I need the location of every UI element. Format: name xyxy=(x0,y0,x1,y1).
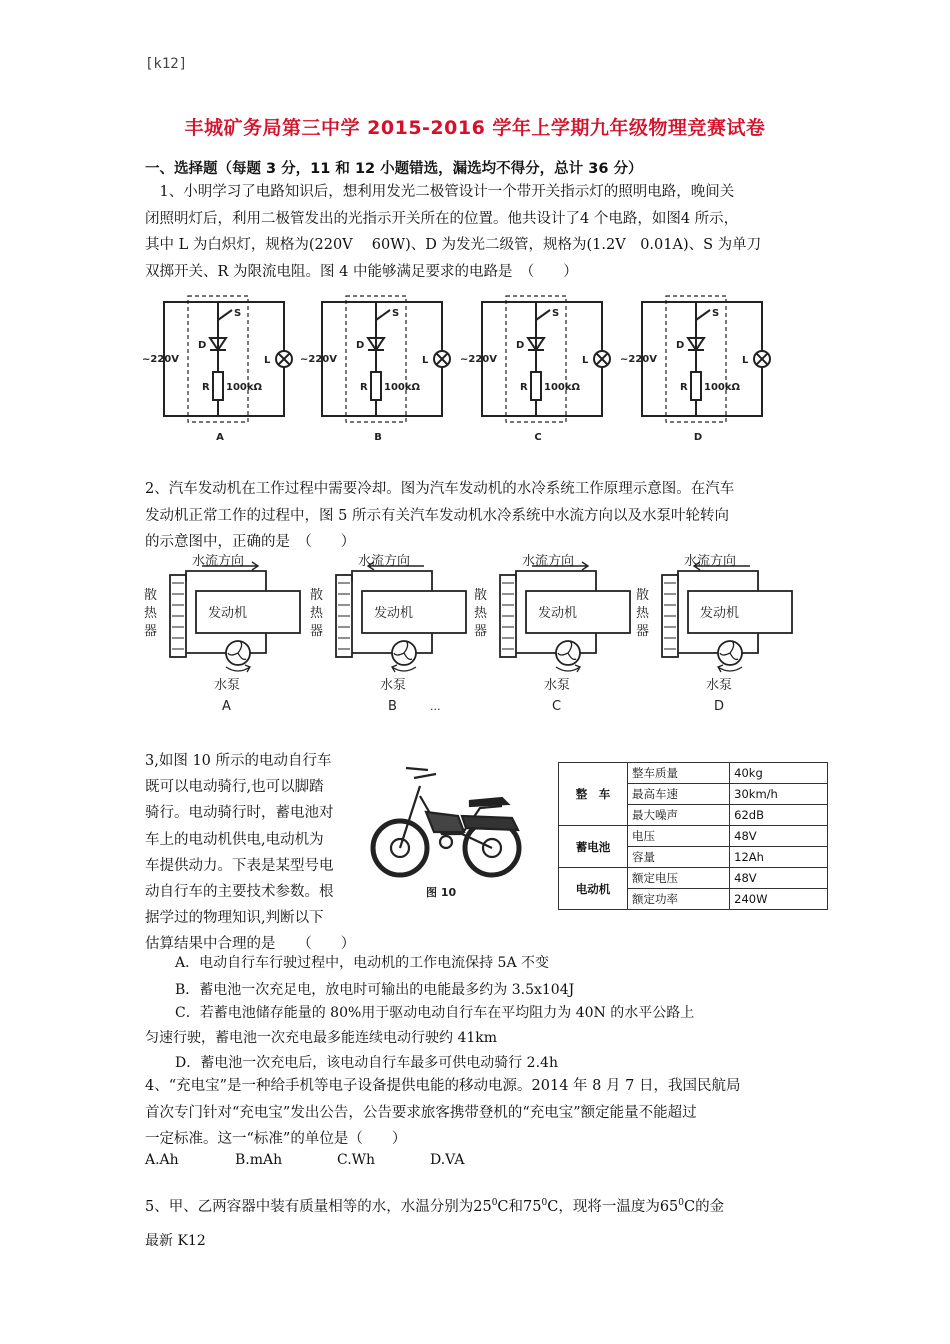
q3-line: 车上的电动机供电,电动机为 xyxy=(145,831,324,848)
cooling-C xyxy=(474,553,630,714)
q3-option-a: A．电动自行车行驶过程中，电动机的工作电流保持 5A 不变 xyxy=(175,955,550,971)
rotation-arrow xyxy=(556,665,580,672)
q4-option-d: D.VA xyxy=(430,1152,465,1168)
unit-c: C xyxy=(684,1198,696,1215)
exam-title: 丰城矿务局第三中学 2015-2016 学年上学期九年级物理竞赛试卷 xyxy=(184,117,766,139)
group-cell: 整 车 xyxy=(559,763,628,826)
param-value: 40kg xyxy=(730,763,828,784)
figure-label: C xyxy=(552,699,562,714)
resistor xyxy=(691,372,701,400)
q2-line: 发动机正常工作的过程中，图 5 所示有关汽车发动机水冷系统中水流方向以及水泵叶轮转向 xyxy=(145,507,729,524)
q5-text: 和 xyxy=(508,1198,524,1215)
circuit-A xyxy=(142,296,292,443)
page-footer: 最新 K12 xyxy=(145,1233,206,1249)
q4-line: 一定标准。这一“标准”的单位是（ ） xyxy=(145,1131,407,1147)
figure-label: B xyxy=(388,699,397,714)
voltage-label: ~220V xyxy=(620,354,657,365)
figure-label: A xyxy=(222,699,231,714)
resistor xyxy=(371,372,381,400)
fork-handlebar xyxy=(400,768,436,848)
diode-label: D xyxy=(676,340,685,351)
degree-mark: 0 xyxy=(541,1198,548,1208)
q3-line: 既可以电动骑行,也可以脚踏 xyxy=(145,779,324,796)
voltage-label: ~220V xyxy=(142,354,179,365)
q4-option-a: A.Ah xyxy=(145,1152,179,1168)
resistor-label: R xyxy=(360,382,368,393)
pump-label: 水泵 xyxy=(214,678,241,693)
q1-line: 双掷开关、R 为限流电阻。图 4 中能够满足要求的电路是 （ ） xyxy=(145,263,578,280)
radiator-label: 热 xyxy=(474,606,488,621)
q3-line: 车提供动力。下表是某型号电 xyxy=(145,857,334,874)
circuit-label: C xyxy=(534,432,542,443)
q4-line: 首次专门针对“充电宝”发出公告，公告要求旅客携带登机的“充电宝”额定能量不能超过 xyxy=(145,1104,697,1121)
diode-label: D xyxy=(198,340,207,351)
group-cell: 电动机 xyxy=(559,868,628,910)
lamp-label: L xyxy=(582,355,589,366)
circuit-label: A xyxy=(216,432,224,443)
table-row xyxy=(559,826,828,847)
switch-label: S xyxy=(392,308,400,319)
q2-line: 的示意图中，正确的是 （ ） xyxy=(145,534,356,550)
resistor xyxy=(213,372,223,400)
question-1-text xyxy=(145,179,830,285)
pump-label: 水泵 xyxy=(544,678,571,693)
q3-line: 动自行车的主要技术参数。根 xyxy=(145,884,334,901)
q1-line: 1、小明学习了电路知识后，想利用发光二极管设计一个带开关指示灯的照明电路，晚间关 xyxy=(145,184,735,200)
q3-line: 3,如图 10 所示的电动自行车 xyxy=(145,753,332,769)
lamp-label: L xyxy=(742,355,749,366)
switch-label: S xyxy=(712,308,720,319)
radiator-label: 器 xyxy=(310,624,324,639)
question-2-text xyxy=(145,476,830,556)
circuit-B xyxy=(300,296,450,443)
q4-line: 4、“充电宝”是一种给手机等电子设备提供电能的移动电源。2014 年 8 月 7 日，我国民航局 xyxy=(145,1078,741,1094)
q3-option-d: D．蓄电池一次充电后，该电动自行车最多可供电动骑行 2.4h xyxy=(175,1055,558,1071)
pipe-top xyxy=(516,571,596,591)
param-value: 240W xyxy=(730,889,828,910)
q3-line: 骑行。电动骑行时，蓄电池对 xyxy=(145,805,334,822)
q3-line: 据学过的物理知识,判断以下 xyxy=(145,910,324,927)
degree-mark: 0 xyxy=(491,1198,498,1208)
q3-option-c: C．若蓄电池储存能量的 80%用于驱动电动自行车在平均阻力为 40N 的水平公路上 xyxy=(175,1005,695,1021)
diode-label: D xyxy=(356,340,365,351)
q5-text: 5、甲、乙两容器中装有质量相等的水，水温分别为 xyxy=(145,1198,474,1215)
radiator-label: 散 xyxy=(310,588,324,603)
resistance-label: 100kΩ xyxy=(544,382,581,393)
engine-label: 发动机 xyxy=(208,606,248,621)
group-cell: 蓄电池 xyxy=(559,826,628,868)
pipe-top xyxy=(678,571,758,591)
table-row xyxy=(559,868,828,889)
circuit-label: D xyxy=(693,432,703,443)
question-3-text xyxy=(145,748,375,958)
section-heading: 一、选择题（每题 3 分，11 和 12 小题错选，漏选均不得分，总计 36 分） xyxy=(145,161,643,177)
ellipsis: ... xyxy=(430,700,441,713)
rear-rack xyxy=(462,816,518,830)
switch-blade xyxy=(376,310,390,320)
electric-bicycle-figure xyxy=(362,756,532,906)
param-name: 额定功率 xyxy=(628,889,730,910)
circuit-C xyxy=(460,296,610,443)
rotation-arrow xyxy=(718,665,742,672)
battery-box xyxy=(426,812,464,832)
seat xyxy=(470,798,508,806)
param-value: 48V xyxy=(730,868,828,889)
flow-label: 水流方向 xyxy=(684,554,737,569)
q1-line: 闭照明灯后，利用二极管发出的光指示开关所在的位置。他共设计了4 个电路，如图4 所示， xyxy=(145,210,739,227)
pump-label: 水泵 xyxy=(706,678,733,693)
resistor-label: R xyxy=(202,382,210,393)
figure-label: D xyxy=(714,699,725,714)
voltage-label: ~220V xyxy=(300,354,337,365)
radiator-label: 散 xyxy=(474,588,488,603)
param-name: 容量 xyxy=(628,847,730,868)
diode-label: D xyxy=(516,340,525,351)
resistance-label: 100kΩ xyxy=(704,382,741,393)
radiator-label: 热 xyxy=(636,606,650,621)
param-name: 最高车速 xyxy=(628,784,730,805)
switch-label: S xyxy=(234,308,242,319)
q1-line: 其中 L 为白炽灯，规格为(220V 60W)、D 为发光二级管，规格为(1.2V 0.01A)、S 为单刀 xyxy=(145,237,762,253)
lamp-label: L xyxy=(422,355,429,366)
switch-blade xyxy=(536,310,550,320)
radiator-label: 器 xyxy=(144,624,158,639)
flow-label: 水流方向 xyxy=(192,554,245,569)
q2-line: 2、汽车发动机在工作过程中需要冷却。图为汽车发动机的水冷系统工作原理示意图。在汽车 xyxy=(145,481,735,497)
q3-line: 估算结果中合理的是 （ ） xyxy=(145,936,356,953)
cooling-A xyxy=(144,553,300,714)
param-name: 电压 xyxy=(628,826,730,847)
temp-25: 25 xyxy=(473,1198,492,1215)
radiator-label: 器 xyxy=(636,624,650,639)
radiator-label: 热 xyxy=(144,606,158,621)
resistor xyxy=(531,372,541,400)
radiator-label: 散 xyxy=(144,588,158,603)
param-value: 62dB xyxy=(730,805,828,826)
pipe-top xyxy=(352,571,432,591)
table-row xyxy=(559,763,828,784)
q4-option-c: C.Wh xyxy=(337,1152,376,1168)
switch-blade xyxy=(218,310,232,320)
pipe-top xyxy=(186,571,266,591)
flow-label: 水流方向 xyxy=(358,554,411,569)
rotation-arrow xyxy=(392,665,416,672)
q5-text: ，现将一温度为 xyxy=(558,1198,660,1215)
param-name: 整车质量 xyxy=(628,763,730,784)
resistance-label: 100kΩ xyxy=(384,382,421,393)
q4-option-b: B.mAh xyxy=(235,1152,283,1168)
resistor-label: R xyxy=(520,382,528,393)
switch-label: S xyxy=(552,308,560,319)
bicycle-drawing xyxy=(373,768,519,875)
radiator-label: 散 xyxy=(636,588,650,603)
circuit-D xyxy=(620,296,770,443)
question-4-text xyxy=(145,1073,830,1153)
resistance-label: 100kΩ xyxy=(226,382,263,393)
param-name: 额定电压 xyxy=(628,868,730,889)
engine-label: 发动机 xyxy=(700,606,740,621)
param-value: 30km/h xyxy=(730,784,828,805)
spec-table xyxy=(558,762,828,910)
rotation-arrow xyxy=(226,665,250,672)
cooling-D xyxy=(636,553,792,714)
voltage-label: ~220V xyxy=(460,354,497,365)
param-value: 48V xyxy=(730,826,828,847)
switch-blade xyxy=(696,310,710,320)
question-5-text xyxy=(145,1190,830,1220)
page-header: [k12] xyxy=(145,56,188,72)
lamp-label: L xyxy=(264,355,271,366)
figure-caption: 图 10 xyxy=(426,886,457,899)
temp-65: 65 xyxy=(659,1198,679,1215)
pump-label: 水泵 xyxy=(380,678,407,693)
circuit-label: B xyxy=(374,432,382,443)
flow-label: 水流方向 xyxy=(522,554,575,569)
radiator-label: 器 xyxy=(474,624,488,639)
radiator-label: 热 xyxy=(310,606,324,621)
resistor-label: R xyxy=(680,382,688,393)
q3-option-c-cont: 匀速行驶，蓄电池一次充电最多能连续电动行驶约 41km xyxy=(145,1030,498,1046)
param-value: 12Ah xyxy=(730,847,828,868)
q5-text: 的金 xyxy=(695,1198,725,1215)
param-name: 最大噪声 xyxy=(628,805,730,826)
cooling-system-figure xyxy=(140,553,800,718)
pedal-crank xyxy=(440,836,452,848)
temp-75: 75 xyxy=(523,1198,542,1215)
degree-mark: 0 xyxy=(678,1198,685,1208)
circuit-diagrams-figure xyxy=(140,290,800,450)
engine-label: 发动机 xyxy=(538,606,578,621)
cooling-B xyxy=(310,553,466,714)
unit-c: C xyxy=(497,1198,509,1215)
engine-label: 发动机 xyxy=(374,606,414,621)
q3-option-b: B．蓄电池一次充足电，放电时可输出的电能最多约为 3.5x104J xyxy=(175,982,575,998)
unit-c: C xyxy=(547,1198,559,1215)
